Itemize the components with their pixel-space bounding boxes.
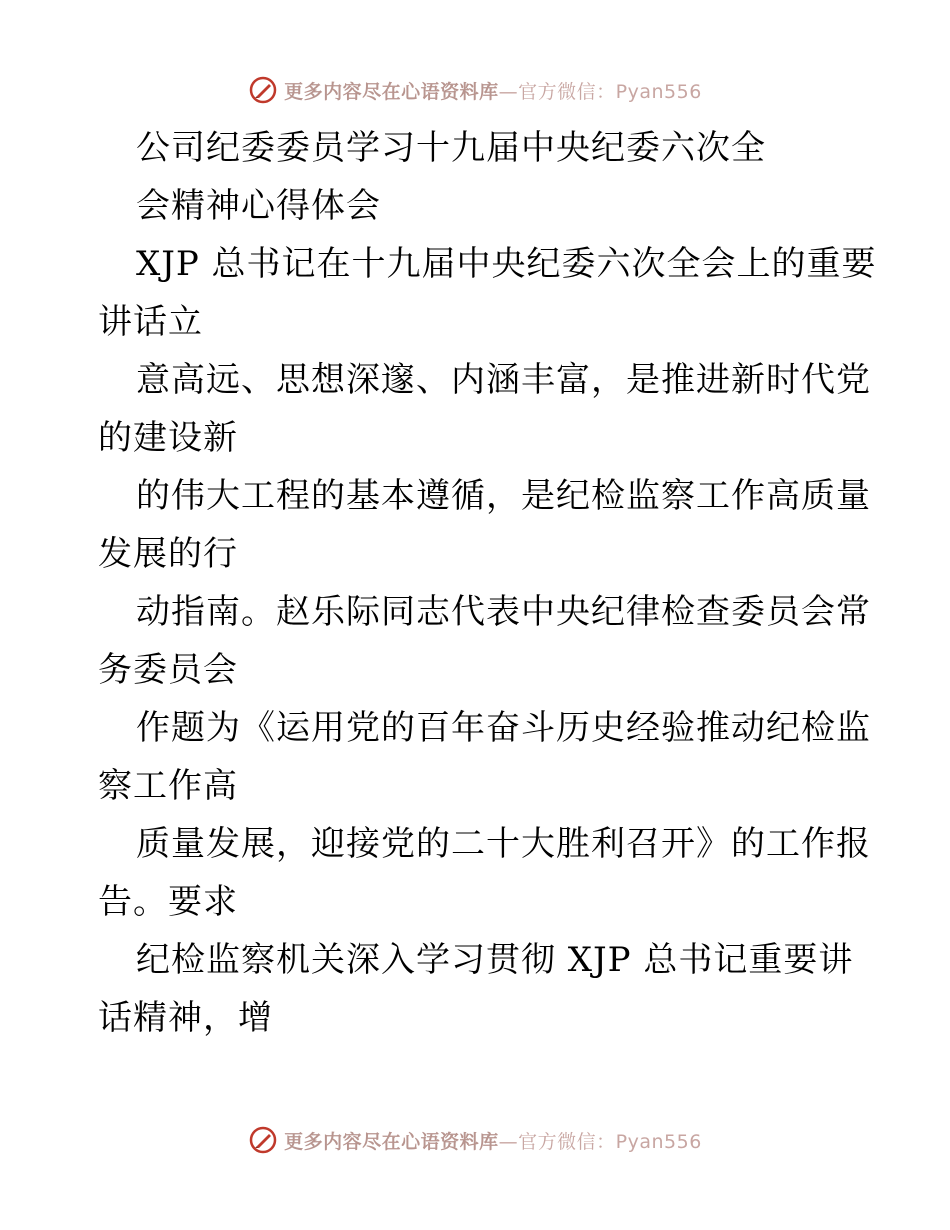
body-line: 的伟大工程的基本遵循，是纪检监察工作高质量	[136, 476, 871, 516]
watermark-logo-icon	[248, 1125, 278, 1155]
body-line: 意高远、思想深邃、内涵丰富，是推进新时代党	[136, 360, 871, 400]
body-line: 话精神，增	[98, 998, 273, 1038]
title-line-2: 会精神心得体会	[136, 186, 381, 226]
body-line: 告。要求	[98, 882, 238, 922]
watermark-text	[284, 1127, 702, 1154]
body-line: 察工作高	[98, 766, 238, 806]
body-line: 质量发展，迎接党的二十大胜利召开》的工作报	[136, 824, 871, 864]
title-line-1: 公司纪委委员学习十九届中央纪委六次全	[136, 128, 766, 168]
header-watermark	[0, 72, 950, 108]
watermark-suffix: —官方微信：Pyan556	[498, 1130, 702, 1153]
body-line: 动指南。赵乐际同志代表中央纪律检查委员会常	[136, 592, 871, 632]
body-line: XJP 总书记在十九届中央纪委六次全会上的重要	[136, 244, 877, 284]
watermark-suffix: —官方微信：Pyan556	[498, 80, 702, 103]
footer-watermark	[0, 1122, 950, 1158]
body-line: 作题为《运用党的百年奋斗历史经验推动纪检监	[136, 708, 871, 748]
watermark-text	[284, 77, 702, 104]
watermark-logo-icon	[248, 75, 278, 105]
watermark-prefix: 更多内容尽在心语资料库	[284, 80, 499, 103]
watermark-prefix: 更多内容尽在心语资料库	[284, 1130, 499, 1153]
body-line: 发展的行	[98, 534, 238, 574]
body-line: 纪检监察机关深入学习贯彻 XJP 总书记重要讲	[136, 940, 854, 980]
body-line: 的建设新	[98, 418, 238, 458]
body-line: 务委员会	[98, 650, 238, 690]
body-line: 讲话立	[98, 302, 203, 342]
